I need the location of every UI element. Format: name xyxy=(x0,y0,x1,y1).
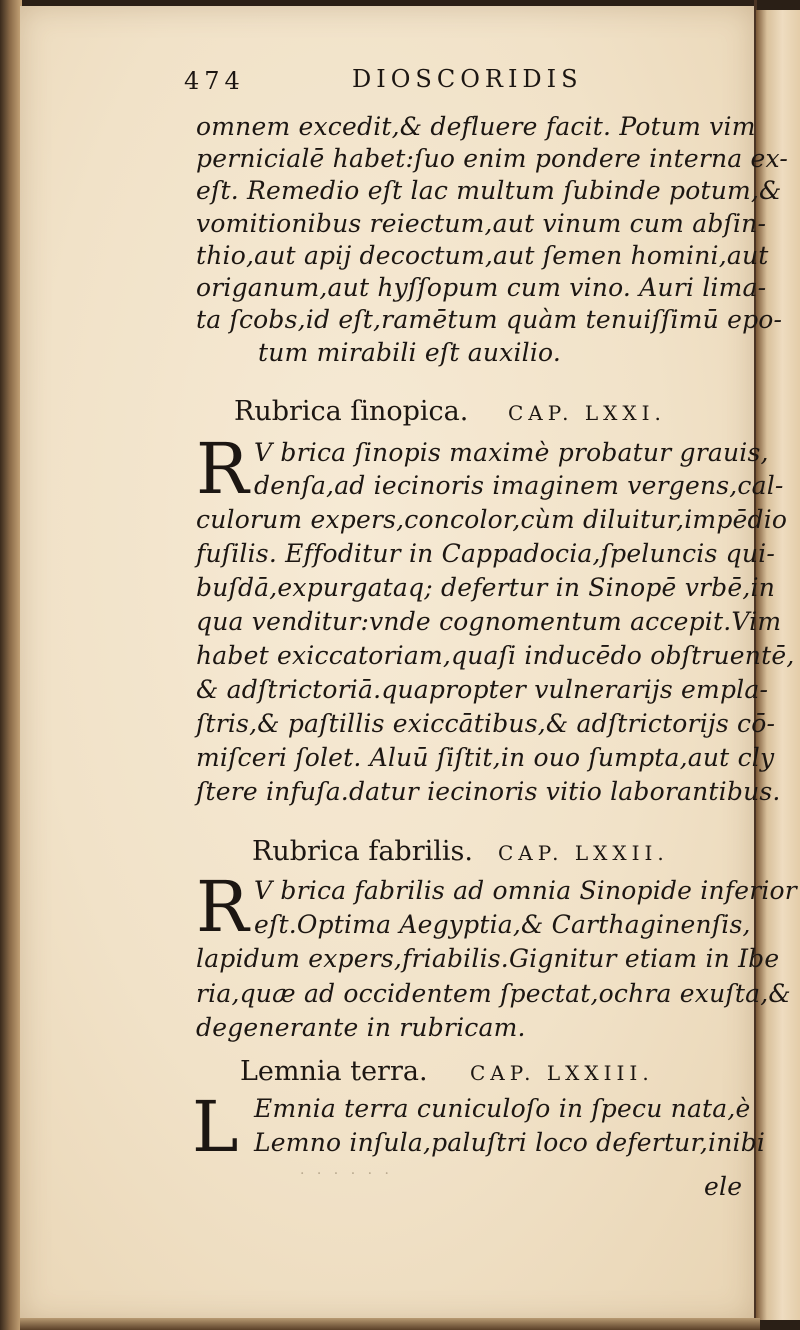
text-line: buſdā,expurgataq; defertur in Sinopē vrbē,in xyxy=(196,573,776,602)
show-through-marks: · · · · · · xyxy=(300,1166,393,1182)
drop-initial: L xyxy=(192,1086,239,1168)
text-line: ria,quæ ad occidentem ſpectat,ochra exuſta,& xyxy=(196,979,791,1008)
text-line: culorum expers,concolor,cùm diluitur,impēdio xyxy=(196,505,788,534)
text-line: miſceri ſolet. Aluū ſiſtit,in ouo ſumpta,aut cly xyxy=(196,743,775,772)
text-line: eſt.Optima Aegyptia,& Carthaginenſis, xyxy=(254,910,751,939)
text-line: & adſtrictoriā.quapropter vulnerarijs empla- xyxy=(196,675,769,704)
text-line: V brica fabrilis ad omnia Sinopide inferior xyxy=(254,876,797,905)
text-line: V brica ſinopis maximè probatur grauis, xyxy=(254,438,769,467)
drop-initial: R xyxy=(196,428,249,510)
text-line: ſtere infuſa.datur iecinoris vitio laborantibus. xyxy=(196,777,781,806)
chapter-number: CAP. LXXII. xyxy=(498,841,669,865)
text-line: origanum,aut hyſſopum cum vino. Auri lima- xyxy=(196,273,767,302)
section-title: Lemnia terra. xyxy=(240,1056,428,1087)
section-title: Rubrica ſinopica. xyxy=(234,396,469,427)
chapter-number: CAP. LXXIII. xyxy=(470,1061,654,1085)
text-line: omnem excedit,& defluere facit. Potum vim xyxy=(196,112,756,141)
drop-initial: R xyxy=(196,866,249,948)
catchword: ele xyxy=(704,1172,743,1201)
text-line: degenerante in rubricam. xyxy=(196,1013,526,1042)
text-line: habet exiccatoriam,quaſi inducēdo obſtruentē, xyxy=(196,641,795,670)
text-line: ta ſcobs,id eſt,ramētum quàm tenuiſſimū epo- xyxy=(196,305,783,334)
text-line: fuſilis. Effoditur in Cappadocia,ſpeluncis qui- xyxy=(196,539,776,568)
text-line: lapidum expers,friabilis.Gignitur etiam in Ibe xyxy=(196,944,780,973)
text-line: pernicialē habet:ſuo enim pondere interna ex- xyxy=(196,144,789,173)
text-line: ſtris,& paſtillis exiccātibus,& adſtrictorijs cō- xyxy=(196,709,776,738)
text-line: tum mirabili eſt auxilio. xyxy=(258,338,561,367)
chapter-number: CAP. LXXI. xyxy=(508,401,666,425)
page-number: 474 xyxy=(184,67,245,95)
text-line: qua venditur:vnde cognomentum accepit.Vim xyxy=(196,607,782,636)
text-line: vomitionibus reiectum,aut vinum cum abſin- xyxy=(196,209,767,238)
text-line: thio,aut apij decoctum,aut ſemen homini,aut xyxy=(196,241,769,270)
text-line: eſt. Remedio eſt lac multum ſubinde potum,& xyxy=(196,176,782,205)
text-line: denſa,ad iecinoris imaginem vergens,cal- xyxy=(254,471,784,500)
section-title: Rubrica fabrilis. xyxy=(252,836,473,867)
running-title: DIOSCORIDIS xyxy=(352,65,583,93)
text-line: Emnia terra cuniculoſo in ſpecu nata,è xyxy=(254,1094,751,1123)
text-line: Lemno inſula,paluſtri loco defertur,inibi xyxy=(254,1128,766,1157)
